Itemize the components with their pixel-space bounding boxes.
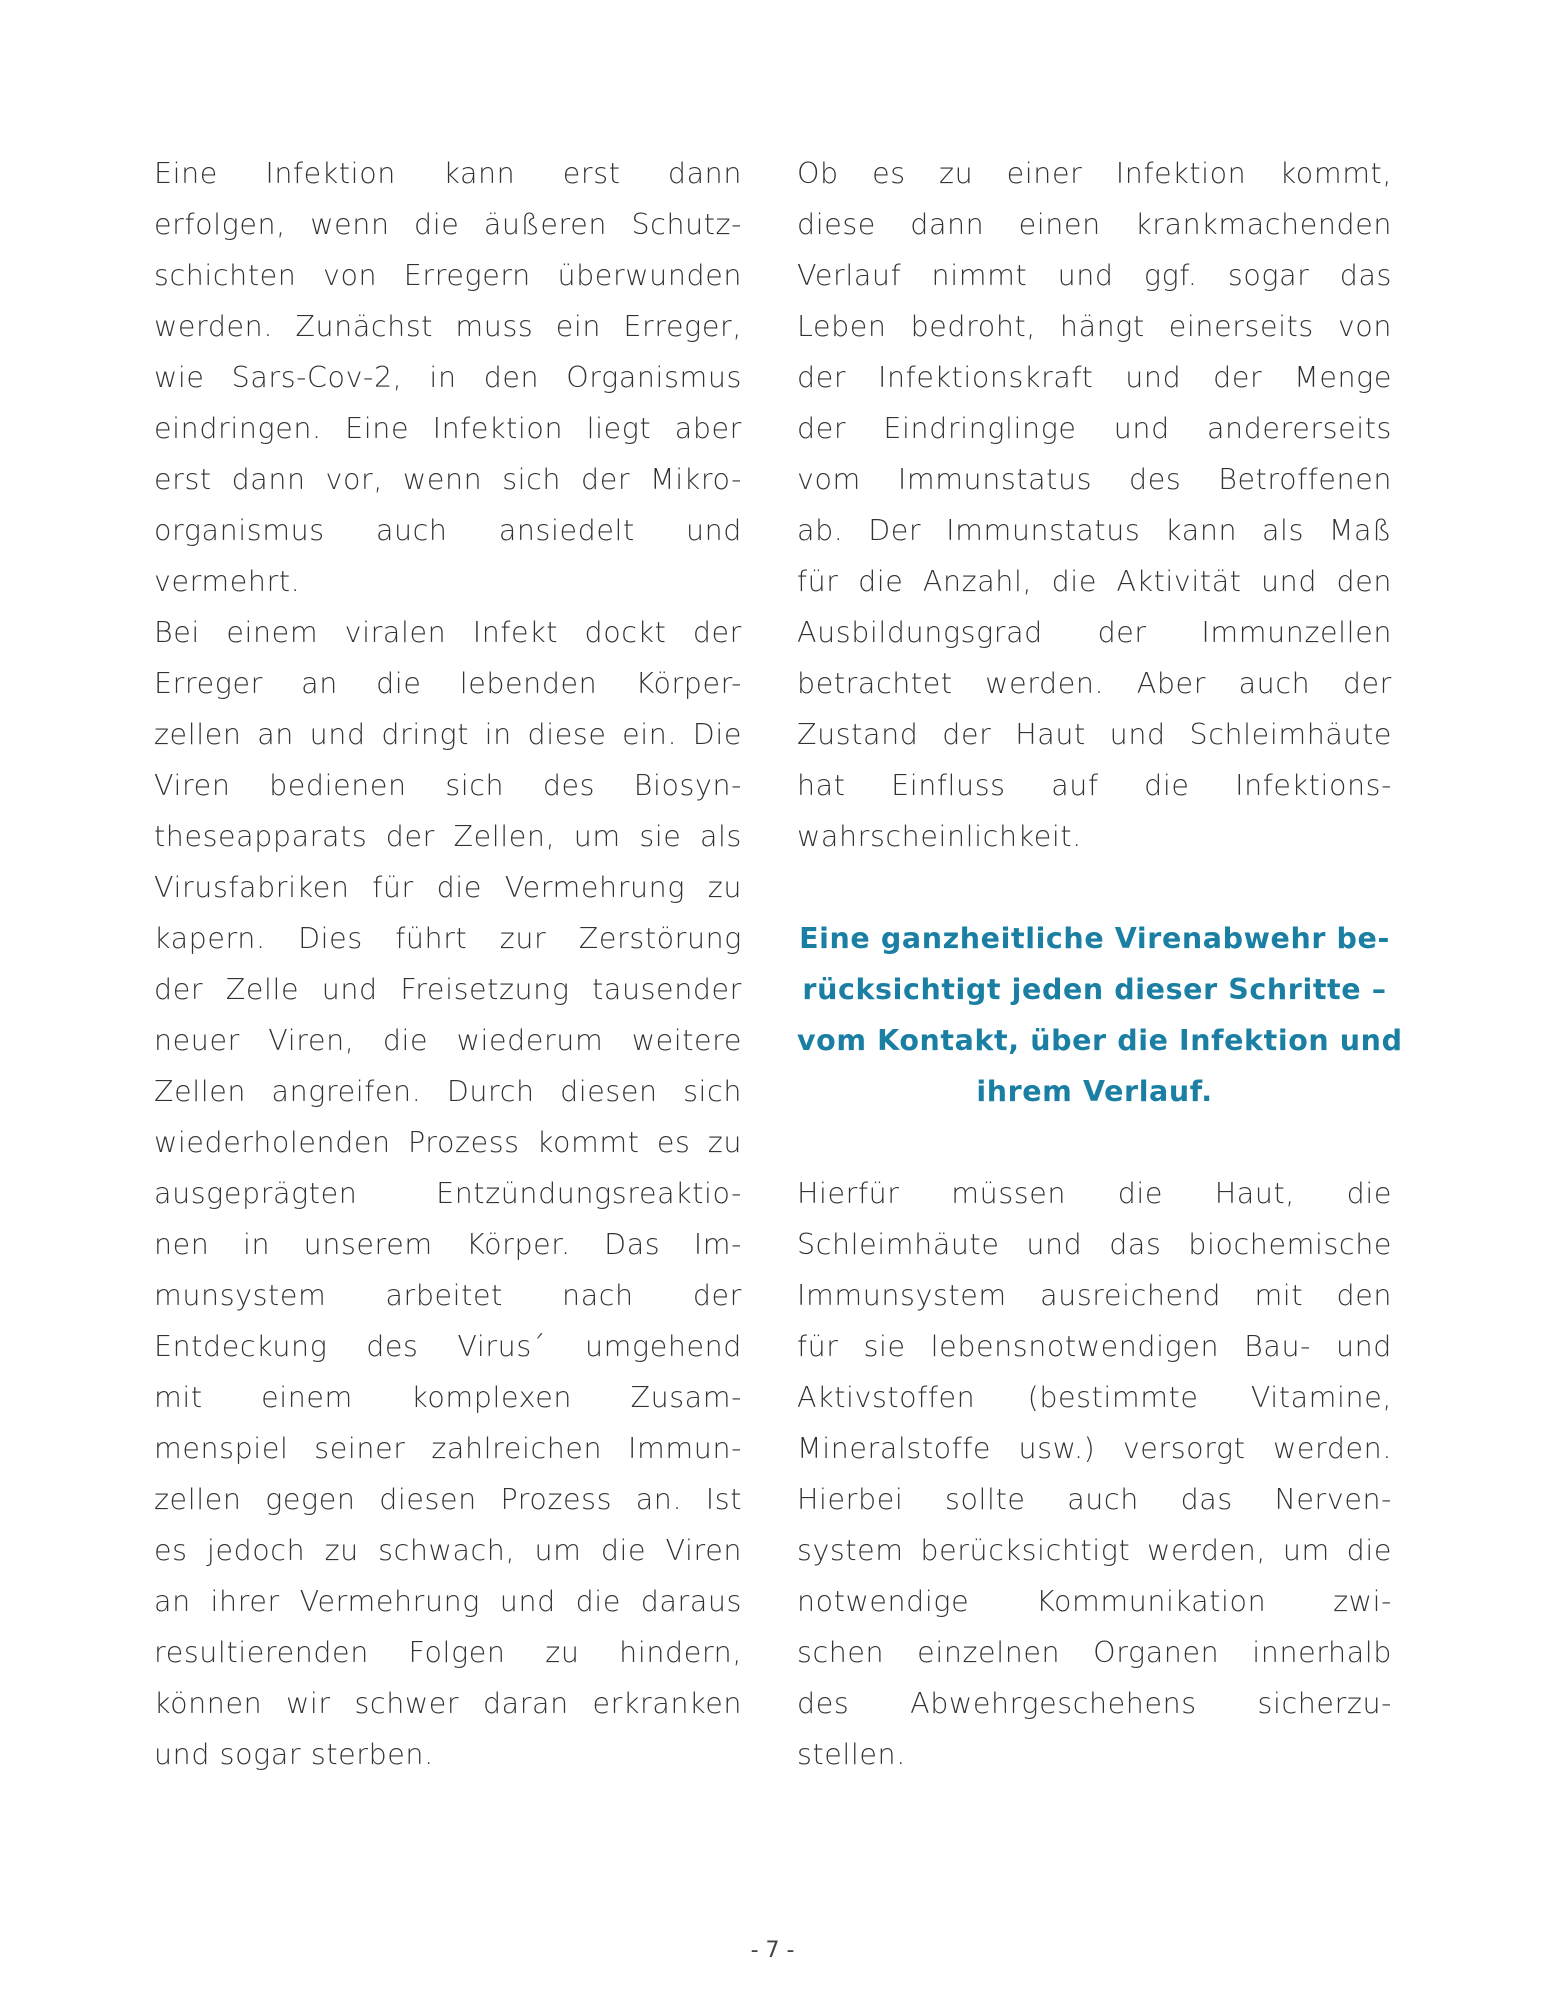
text-line: eindringen. Eine Infektion liegt aber xyxy=(154,412,742,445)
paragraph-immune-status xyxy=(797,148,1392,862)
highlight-line: Eine ganzheitliche Virenabwehr be- xyxy=(799,922,1390,955)
text-line: ab. Der Immunstatus kann als Maß xyxy=(797,514,1392,547)
highlight-callout xyxy=(797,913,1403,1117)
text-line: mit einem komplexen Zusam- xyxy=(154,1381,742,1414)
text-line: Mineralstoffe usw.) versorgt werden. xyxy=(797,1432,1392,1465)
text-line: stellen. xyxy=(797,1738,906,1771)
text-line: Bei einem viralen Infekt dockt der xyxy=(154,616,742,649)
text-line: erst dann vor, wenn sich der Mikro- xyxy=(154,463,742,496)
text-line: und sogar sterben. xyxy=(154,1738,434,1771)
text-line: Zellen angreifen. Durch diesen sich xyxy=(154,1075,742,1108)
text-line: an ihrer Vermehrung und die daraus xyxy=(154,1585,742,1618)
text-line: nen in unserem Körper. Das Im- xyxy=(154,1228,742,1261)
text-line: erfolgen, wenn die äußeren Schutz- xyxy=(154,208,742,241)
spacer xyxy=(797,1117,1392,1168)
text-line: für die Anzahl, die Aktivität und den xyxy=(797,565,1392,598)
text-line: der Zelle und Freisetzung tausender xyxy=(154,973,742,1006)
text-line: des Abwehrgeschehens sicherzu- xyxy=(797,1687,1392,1720)
text-line: der Eindringlinge und andererseits xyxy=(797,412,1392,445)
text-line: Verlauf nimmt und ggf. sogar das xyxy=(797,259,1392,292)
page-number: - 7 - xyxy=(750,1938,795,1963)
text-line: zellen an und dringt in diese ein. Die xyxy=(154,718,742,751)
text-line: Erreger an die lebenden Körper- xyxy=(154,667,742,700)
text-line: werden. Zunächst muss ein Erreger, xyxy=(154,310,742,343)
text-line: können wir schwer daran erkranken xyxy=(154,1687,742,1720)
text-line: vermehrt. xyxy=(154,565,301,598)
text-line: ausgeprägten Entzündungsreaktio- xyxy=(154,1177,742,1210)
text-line: Eine Infektion kann erst dann xyxy=(154,157,742,190)
text-line: wiederholenden Prozess kommt es zu xyxy=(154,1126,742,1159)
text-line: zellen gegen diesen Prozess an. Ist xyxy=(154,1483,742,1516)
text-line: wahrscheinlichkeit. xyxy=(797,820,1082,853)
text-line: kapern. Dies führt zur Zerstörung xyxy=(154,922,742,955)
text-line: Hierfür müssen die Haut, die xyxy=(797,1177,1392,1210)
text-line: es jedoch zu schwach, um die Viren xyxy=(154,1534,742,1567)
text-line: schichten von Erregern überwunden xyxy=(154,259,742,292)
text-line: für sie lebensnotwendigen Bau- und xyxy=(797,1330,1392,1363)
text-line: Aktivstoffen (bestimmte Vitamine, xyxy=(797,1381,1392,1414)
text-line: Entdeckung des Virus´ umgehend xyxy=(154,1330,742,1363)
text-line: hat Einfluss auf die Infektions- xyxy=(797,769,1392,802)
spacer xyxy=(797,862,1392,913)
text-line: wie Sars-Cov-2, in den Organismus xyxy=(154,361,742,394)
text-line: Zustand der Haut und Schleimhäute xyxy=(797,718,1392,751)
text-line: resultierenden Folgen zu hindern, xyxy=(154,1636,742,1669)
text-line: betrachtet werden. Aber auch der xyxy=(797,667,1392,700)
text-line: Hierbei sollte auch das Nerven- xyxy=(797,1483,1392,1516)
paragraph-nutrient-supply xyxy=(797,1168,1392,1780)
left-column xyxy=(154,148,742,1780)
paragraph-infection-definition xyxy=(154,148,742,607)
text-line: notwendige Kommunikation zwi- xyxy=(797,1585,1392,1618)
text-line: system berücksichtigt werden, um die xyxy=(797,1534,1392,1567)
text-line: Leben bedroht, hängt einerseits von xyxy=(797,310,1392,343)
text-line: schen einzelnen Organen innerhalb xyxy=(797,1636,1392,1669)
text-line: vom Immunstatus des Betroffenen xyxy=(797,463,1392,496)
right-column xyxy=(797,148,1403,1780)
text-line: der Infektionskraft und der Menge xyxy=(797,361,1392,394)
text-line: diese dann einen krankmachenden xyxy=(797,208,1392,241)
text-line: Viren bedienen sich des Biosyn- xyxy=(154,769,742,802)
text-line: theseapparats der Zellen, um sie als xyxy=(154,820,742,853)
paragraph-viral-infection xyxy=(154,607,742,1780)
highlight-line: vom Kontakt, über die Infektion und xyxy=(797,1024,1403,1057)
text-line: Ob es zu einer Infektion kommt, xyxy=(797,157,1392,190)
text-line: neuer Viren, die wiederum weitere xyxy=(154,1024,742,1057)
text-line: organismus auch ansiedelt und xyxy=(154,514,742,547)
text-line: Virusfabriken für die Vermehrung zu xyxy=(154,871,742,904)
highlight-line: rücksichtigt jeden dieser Schritte – xyxy=(802,973,1387,1006)
text-line: Schleimhäute und das biochemische xyxy=(797,1228,1392,1261)
text-line: Immunsystem ausreichend mit den xyxy=(797,1279,1392,1312)
text-line: Ausbildungsgrad der Immunzellen xyxy=(797,616,1392,649)
text-line: menspiel seiner zahlreichen Immun- xyxy=(154,1432,742,1465)
text-line: munsystem arbeitet nach der xyxy=(154,1279,742,1312)
highlight-line: ihrem Verlauf. xyxy=(976,1075,1213,1108)
